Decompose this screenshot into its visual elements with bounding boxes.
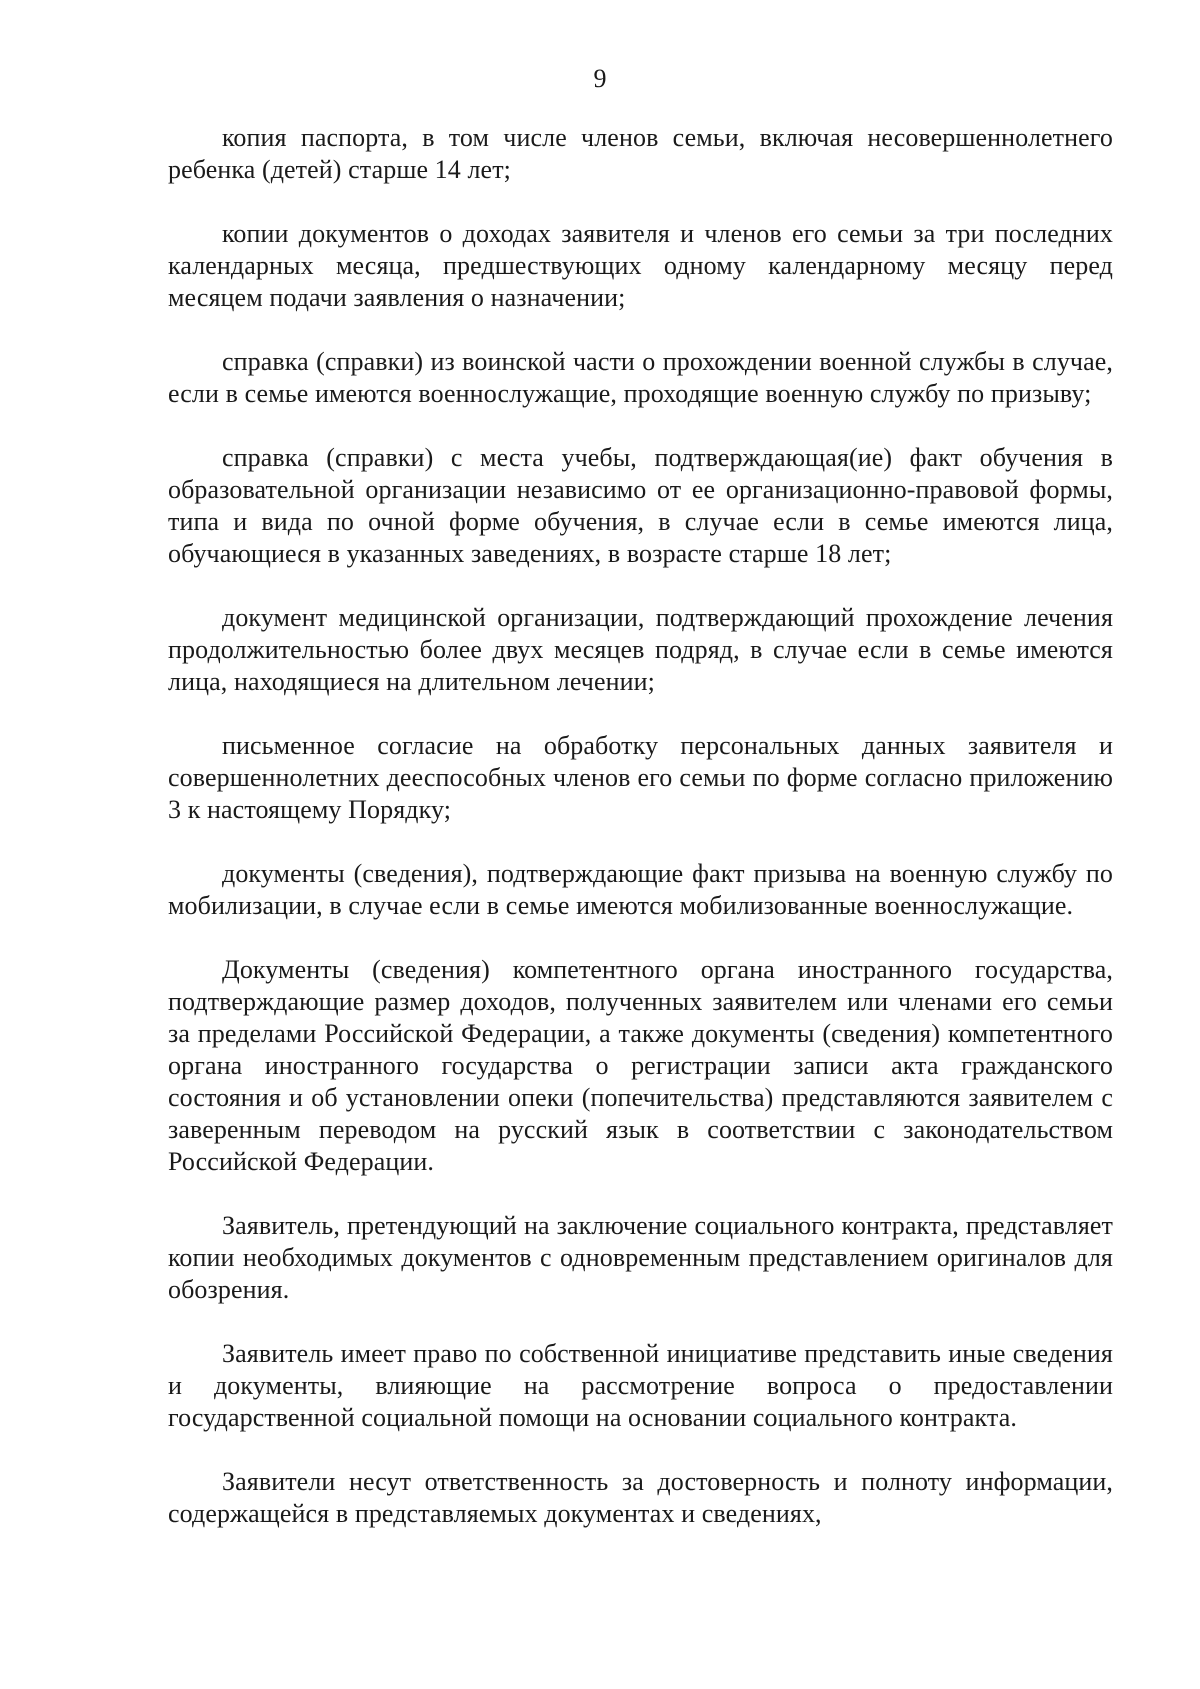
paragraph-study-certificate: справка (справки) с места учебы, подтверждающая(ие) факт обучения в образовательной организации независимо от ее организационно-правовой формы, типа и вида по очной форме обучения, в случае если в семье имеются лица, обучающиеся в указанных заведениях, в возрасте старше 18 лет; [168, 443, 1113, 568]
paragraph-data-consent: письменное согласие на обработку персональных данных заявителя и совершеннолетних дееспособных членов его семьи по форме согласно приложению 3 к настоящему Порядку; [168, 731, 1113, 824]
paragraph-medical-document: документ медицинской организации, подтверждающий прохождение лечения продолжительностью более двух месяцев подряд, в случае если в семье имеются лица, находящиеся на длительном лечении; [168, 603, 1113, 696]
paragraph-foreign-documents: Документы (сведения) компетентного органа иностранного государства, подтверждающие размер доходов, полученных заявителем или членами его семьи за пределами Российской Федерации, а также документы (сведения) компетентного органа иностранного государства о регистрации записи акта гражданского состояния и об установлении опеки (попечительства) представляются заявителем с заверенным переводом на русский язык в соответствии с законодательством Российской Федерации. [168, 955, 1113, 1176]
paragraph-military-certificate: справка (справки) из воинской части о прохождении военной службы в случае, если в семье имеются военнослужащие, проходящие военную службу по призыву; [168, 347, 1113, 408]
paragraph-income-documents: копии документов о доходах заявителя и членов его семьи за три последних календарных месяца, предшествующих одному календарному месяцу перед месяцем подачи заявления о назначении; [168, 219, 1113, 312]
paragraph-additional-information: Заявитель имеет право по собственной инициативе представить иные сведения и документы, влияющие на рассмотрение вопроса о предоставлении государственной социальной помощи на основании социального контракта. [168, 1339, 1113, 1432]
paragraph-social-contract-copies: Заявитель, претендующий на заключение социального контракта, представляет копии необходимых документов с одновременным представлением оригиналов для обозрения. [168, 1211, 1113, 1304]
paragraph-mobilization-documents: документы (сведения), подтверждающие факт призыва на военную службу по мобилизации, в случае если в семье имеются мобилизованные военнослужащие. [168, 859, 1113, 920]
paragraph-passport-copy: копия паспорта, в том числе членов семьи, включая несовершеннолетнего ребенка (детей) старше 14 лет; [168, 123, 1113, 184]
page-number: 9 [593, 64, 607, 93]
paragraph-applicant-responsibility: Заявители несут ответственность за достоверность и полноту информации, содержащейся в представляемых документах и сведениях, [168, 1467, 1113, 1528]
document-body [168, 122, 1113, 1562]
